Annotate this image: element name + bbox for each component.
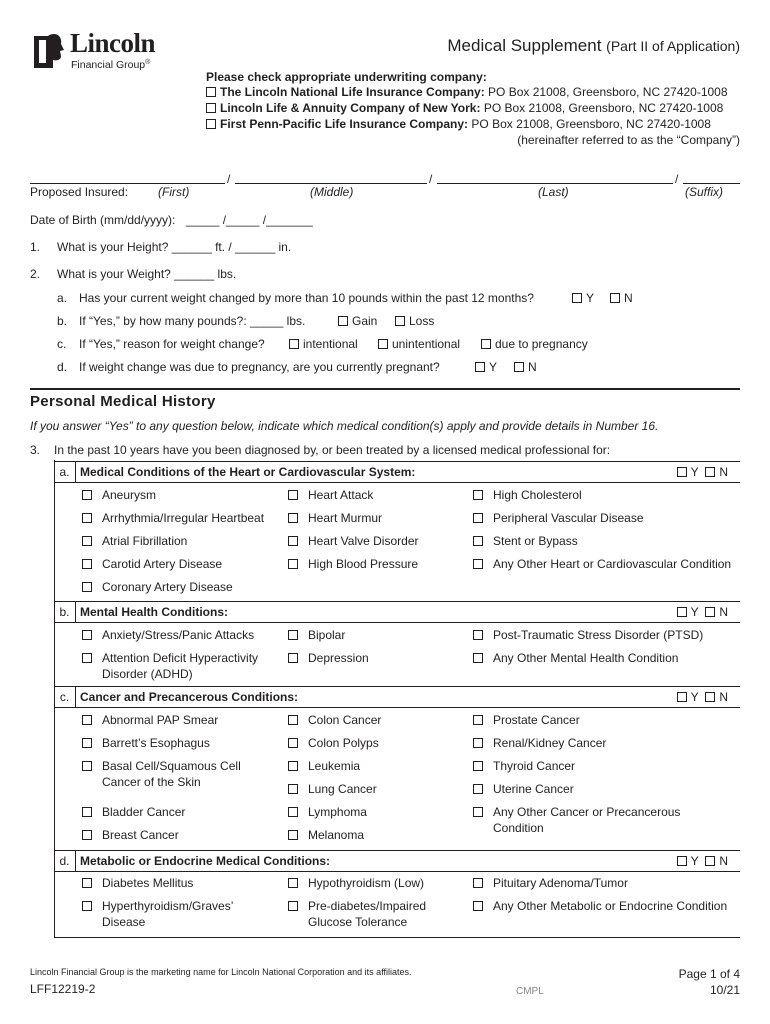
q2a-text: Has your current weight changed by more than 10 pounds within the past 12 months?: [79, 291, 534, 305]
category-yes-no[interactable]: [677, 690, 728, 704]
category-header-row: [54, 686, 740, 708]
condition-option[interactable]: [288, 533, 463, 549]
category-header-row: [54, 601, 740, 623]
condition-label: Pre-diabetes/Impaired Glucose Tolerance: [308, 899, 427, 929]
q2-number: 2.: [30, 267, 41, 281]
checkbox[interactable]: [705, 856, 715, 866]
condition-label: Bipolar: [308, 628, 346, 642]
q2b-loss[interactable]: Loss: [395, 314, 434, 328]
condition-option[interactable]: [473, 627, 733, 643]
condition-option[interactable]: [82, 827, 272, 843]
category-letter: d.: [54, 851, 76, 871]
category-yes-no[interactable]: [677, 605, 728, 619]
condition-option[interactable]: [473, 533, 733, 549]
condition-option[interactable]: [82, 579, 272, 595]
condition-label: Bladder Cancer: [102, 805, 186, 819]
checkbox[interactable]: [677, 467, 687, 477]
condition-option[interactable]: [288, 735, 463, 751]
checkbox[interactable]: [206, 119, 216, 129]
condition-label: Leukemia: [308, 759, 361, 773]
lincoln-profile-logo-icon: [30, 32, 66, 70]
condition-label: Heart Attack: [308, 488, 374, 502]
first-name-field[interactable]: [30, 183, 225, 184]
name-separator: /: [227, 172, 231, 186]
checkbox[interactable]: [288, 513, 298, 523]
dob-field[interactable]: _____ /_____ /_______: [186, 213, 313, 227]
condition-option[interactable]: [288, 712, 463, 728]
q2c-text: If “Yes,” reason for weight change?: [79, 337, 265, 351]
category-letter: c.: [54, 687, 76, 707]
checkbox[interactable]: [289, 339, 299, 349]
checkbox[interactable]: [473, 536, 483, 546]
condition-option[interactable]: [473, 758, 733, 774]
checkbox[interactable]: [705, 607, 715, 617]
yes-label: Y: [690, 690, 699, 704]
checkbox[interactable]: [288, 490, 298, 500]
q2c-pregnancy[interactable]: due to pregnancy: [481, 337, 588, 351]
condition-option[interactable]: [82, 804, 272, 820]
condition-option[interactable]: [473, 898, 733, 914]
q2d-letter: d.: [57, 360, 68, 374]
q2a-yes[interactable]: Y: [572, 291, 594, 305]
checkbox[interactable]: [206, 103, 216, 113]
history-instruction: If you answer “Yes” to any question below, indicate which medical condition(s) apply and provide details in Number 16.: [30, 419, 659, 433]
checkbox[interactable]: [288, 878, 298, 888]
company-option-2[interactable]: Lincoln Life & Annuity Company of New York: PO Box 21008, Greensboro, NC 27420-1008: [206, 101, 723, 115]
condition-label: Breast Cancer: [102, 828, 179, 842]
checkbox[interactable]: [288, 807, 298, 817]
checkbox[interactable]: [473, 738, 483, 748]
checkbox[interactable]: [82, 559, 92, 569]
checkbox[interactable]: [473, 630, 483, 640]
yes-label: Y: [690, 465, 699, 479]
checkbox[interactable]: [82, 807, 92, 817]
middle-name-field[interactable]: [235, 183, 427, 184]
checkbox[interactable]: [473, 878, 483, 888]
condition-option[interactable]: [473, 781, 733, 797]
condition-option[interactable]: [288, 627, 463, 643]
checkbox[interactable]: [677, 607, 687, 617]
condition-option[interactable]: [82, 650, 272, 682]
checkbox[interactable]: [481, 339, 491, 349]
first-caption: (First): [158, 185, 190, 199]
condition-label: Diabetes Mellitus: [102, 876, 194, 890]
condition-label: Barrett’s Esophagus: [102, 736, 210, 750]
q2c-unintentional[interactable]: unintentional: [378, 337, 460, 351]
checkbox[interactable]: [82, 582, 92, 592]
condition-label: Attention Deficit Hyperactivity Disorder (ADHD): [102, 651, 259, 681]
condition-label: Post-Traumatic Stress Disorder (PTSD): [493, 628, 704, 642]
logo-wordmark: Lincoln: [70, 28, 156, 58]
condition-option[interactable]: [288, 510, 463, 526]
category-header-row: [54, 461, 740, 483]
condition-option[interactable]: [473, 650, 733, 666]
condition-label: Uterine Cancer: [493, 782, 574, 796]
page-title: Medical Supplement (Part II of Application): [447, 36, 740, 55]
condition-option[interactable]: [288, 487, 463, 503]
condition-option[interactable]: [288, 556, 463, 572]
checkbox[interactable]: [475, 362, 485, 372]
checkbox[interactable]: [82, 738, 92, 748]
yes-label: Y: [690, 605, 699, 619]
proposed-insured-label: Proposed Insured:: [30, 185, 129, 199]
no-label: N: [719, 854, 728, 868]
checkbox[interactable]: [288, 901, 298, 911]
q1-height[interactable]: What is your Height? ______ ft. / ______ in.: [57, 240, 292, 254]
category-label: Mental Health Conditions:: [80, 605, 228, 619]
condition-option[interactable]: [473, 487, 733, 503]
checkbox[interactable]: [705, 467, 715, 477]
condition-option[interactable]: [288, 804, 463, 820]
checkbox[interactable]: [473, 715, 483, 725]
condition-label: Heart Murmur: [308, 511, 383, 525]
yes-label: Y: [690, 854, 699, 868]
checkbox[interactable]: [514, 362, 524, 372]
suffix-caption: (Suffix): [685, 185, 724, 199]
q2d-yes[interactable]: Y: [475, 360, 497, 374]
q2c-letter: c.: [57, 337, 67, 351]
checkbox[interactable]: [82, 715, 92, 725]
category-yes-no[interactable]: [677, 854, 728, 868]
checkbox[interactable]: [82, 878, 92, 888]
condition-label: Colon Polyps: [308, 736, 379, 750]
page-info: [679, 966, 740, 998]
form-date: 10/21: [709, 983, 740, 997]
checkbox[interactable]: [677, 856, 687, 866]
dob-label: Date of Birth (mm/dd/yyyy):: [30, 213, 176, 227]
condition-label: High Blood Pressure: [308, 557, 419, 571]
checkbox[interactable]: [395, 316, 405, 326]
checkbox[interactable]: [473, 513, 483, 523]
checkbox[interactable]: [473, 901, 483, 911]
company-option-1[interactable]: The Lincoln National Life Insurance Company: PO Box 21008, Greensboro, NC 27420-1008: [206, 85, 728, 99]
condition-option[interactable]: [288, 898, 463, 930]
q3-number: 3.: [30, 443, 41, 457]
category-letter: a.: [54, 462, 76, 482]
checkbox[interactable]: [82, 630, 92, 640]
condition-option[interactable]: [82, 487, 272, 503]
company-note: (hereinafter referred to as the “Company”): [517, 133, 740, 147]
checkbox[interactable]: [82, 513, 92, 523]
checkbox[interactable]: [473, 784, 483, 794]
checkbox[interactable]: [473, 559, 483, 569]
condition-label: Lung Cancer: [308, 782, 377, 796]
q2b-gain[interactable]: Gain: [338, 314, 377, 328]
checkbox[interactable]: [378, 339, 388, 349]
checkbox[interactable]: [288, 653, 298, 663]
condition-label: Pituitary Adenoma/Tumor: [493, 876, 628, 890]
section-divider: [30, 388, 740, 390]
condition-label: Carotid Artery Disease: [102, 557, 223, 571]
condition-option[interactable]: [82, 627, 272, 643]
q2a-letter: a.: [57, 291, 68, 305]
q3-text: In the past 10 years have you been diagnosed by, or been treated by a licensed medical professional for:: [54, 443, 611, 457]
no-label: N: [719, 465, 728, 479]
checkbox[interactable]: [288, 559, 298, 569]
middle-caption: (Middle): [310, 185, 354, 199]
condition-option[interactable]: [473, 556, 733, 572]
condition-label: Any Other Heart or Cardiovascular Condition: [493, 557, 732, 571]
checkbox[interactable]: [288, 761, 298, 771]
q2a-no[interactable]: N: [610, 291, 633, 305]
checkbox[interactable]: [288, 830, 298, 840]
condition-label: Aneurysm: [102, 488, 157, 502]
condition-option[interactable]: [473, 712, 733, 728]
condition-label: High Cholesterol: [493, 488, 582, 502]
q2b-text[interactable]: If “Yes,” by how many pounds?: _____ lbs.: [79, 314, 306, 328]
cmpl-mark: CMPL: [516, 986, 544, 997]
checkbox[interactable]: [572, 293, 582, 303]
logo-subtext: Financial Group®: [71, 59, 151, 71]
checkbox[interactable]: [288, 630, 298, 640]
condition-option[interactable]: [82, 735, 272, 751]
category-yes-no[interactable]: [677, 465, 728, 479]
category-label: Medical Conditions of the Heart or Cardiovascular System:: [80, 465, 416, 479]
checkbox[interactable]: [473, 761, 483, 771]
condition-option[interactable]: [82, 556, 272, 572]
q2d-no[interactable]: N: [514, 360, 537, 374]
condition-option[interactable]: [473, 875, 733, 891]
condition-label: Stent or Bypass: [493, 534, 578, 548]
condition-option[interactable]: [288, 650, 463, 666]
condition-label: Peripheral Vascular Disease: [493, 511, 644, 525]
category-label: Cancer and Precancerous Conditions:: [80, 690, 299, 704]
condition-option[interactable]: [473, 510, 733, 526]
checkbox[interactable]: [82, 761, 92, 771]
q2b-letter: b.: [57, 314, 68, 328]
condition-label: Abnormal PAP Smear: [102, 713, 219, 727]
checkbox[interactable]: [288, 715, 298, 725]
condition-label: Thyroid Cancer: [493, 759, 576, 773]
footer-note: Lincoln Financial Group is the marketing name for Lincoln National Corporation and its affiliates.: [30, 967, 412, 977]
checkbox[interactable]: [206, 87, 216, 97]
checkbox[interactable]: [473, 807, 483, 817]
name-separator: /: [675, 172, 679, 186]
condition-option[interactable]: [82, 510, 272, 526]
condition-option[interactable]: [473, 804, 733, 836]
no-label: N: [719, 690, 728, 704]
condition-label: Coronary Artery Disease: [102, 580, 233, 594]
condition-label: Depression: [308, 651, 369, 665]
condition-label: Colon Cancer: [308, 713, 382, 727]
condition-option[interactable]: [82, 898, 272, 930]
condition-option[interactable]: [288, 781, 463, 797]
last-caption: (Last): [538, 185, 569, 199]
checkbox[interactable]: [82, 653, 92, 663]
condition-label: Basal Cell/Squamous Cell Cancer of the Skin: [102, 759, 241, 789]
condition-option[interactable]: [82, 712, 272, 728]
checkbox[interactable]: [288, 738, 298, 748]
form-id: LFF12219-2: [30, 982, 96, 996]
checkbox[interactable]: [288, 536, 298, 546]
underwriting-prompt: Please check appropriate underwriting company:: [206, 70, 487, 84]
checkbox[interactable]: [473, 490, 483, 500]
checkbox[interactable]: [677, 692, 687, 702]
condition-label: Atrial Fibrillation: [102, 534, 188, 548]
checkbox[interactable]: [82, 830, 92, 840]
q1-number: 1.: [30, 240, 41, 254]
condition-label: Hyperthyroidism/Graves’ Disease: [102, 899, 233, 929]
conditions-table-bottom: [54, 937, 740, 938]
name-separator: /: [429, 172, 433, 186]
condition-label: Prostate Cancer: [493, 713, 580, 727]
condition-label: Renal/Kidney Cancer: [493, 736, 607, 750]
suffix-field[interactable]: [683, 183, 740, 184]
checkbox[interactable]: [82, 536, 92, 546]
condition-label: Any Other Metabolic or Endocrine Condition: [493, 899, 728, 913]
checkbox[interactable]: [705, 692, 715, 702]
condition-option[interactable]: [82, 533, 272, 549]
condition-label: Hypothyroidism (Low): [308, 876, 425, 890]
condition-option[interactable]: [288, 758, 463, 774]
checkbox[interactable]: [610, 293, 620, 303]
checkbox[interactable]: [473, 653, 483, 663]
company-option-3[interactable]: First Penn-Pacific Life Insurance Company: PO Box 21008, Greensboro, NC 27420-1008: [206, 117, 711, 131]
condition-option[interactable]: [473, 735, 733, 751]
condition-label: Lymphoma: [308, 805, 367, 819]
checkbox[interactable]: [288, 784, 298, 794]
q2-weight[interactable]: What is your Weight? ______ lbs.: [57, 267, 237, 281]
category-header-row: [54, 850, 740, 872]
condition-label: Arrhythmia/Irregular Heartbeat: [102, 511, 265, 525]
category-letter: b.: [54, 602, 76, 622]
last-name-field[interactable]: [437, 183, 673, 184]
condition-label: Any Other Cancer or Precancerous Condition: [493, 805, 681, 835]
condition-label: Anxiety/Stress/Panic Attacks: [102, 628, 255, 642]
condition-option[interactable]: [288, 827, 463, 843]
checkbox[interactable]: [338, 316, 348, 326]
condition-option[interactable]: [82, 758, 272, 790]
condition-option[interactable]: [288, 875, 463, 891]
section-title: Personal Medical History: [30, 393, 216, 410]
category-label: Metabolic or Endocrine Medical Conditions:: [80, 854, 331, 868]
condition-label: Heart Valve Disorder: [308, 534, 419, 548]
condition-label: Melanoma: [308, 828, 365, 842]
condition-label: Any Other Mental Health Condition: [493, 651, 679, 665]
page-number: Page 1 of 4: [678, 967, 740, 981]
condition-option[interactable]: [82, 875, 272, 891]
q2d-text: If weight change was due to pregnancy, are you currently pregnant?: [79, 360, 440, 374]
no-label: N: [719, 605, 728, 619]
checkbox[interactable]: [82, 901, 92, 911]
checkbox[interactable]: [82, 490, 92, 500]
q2c-intentional[interactable]: intentional: [289, 337, 358, 351]
